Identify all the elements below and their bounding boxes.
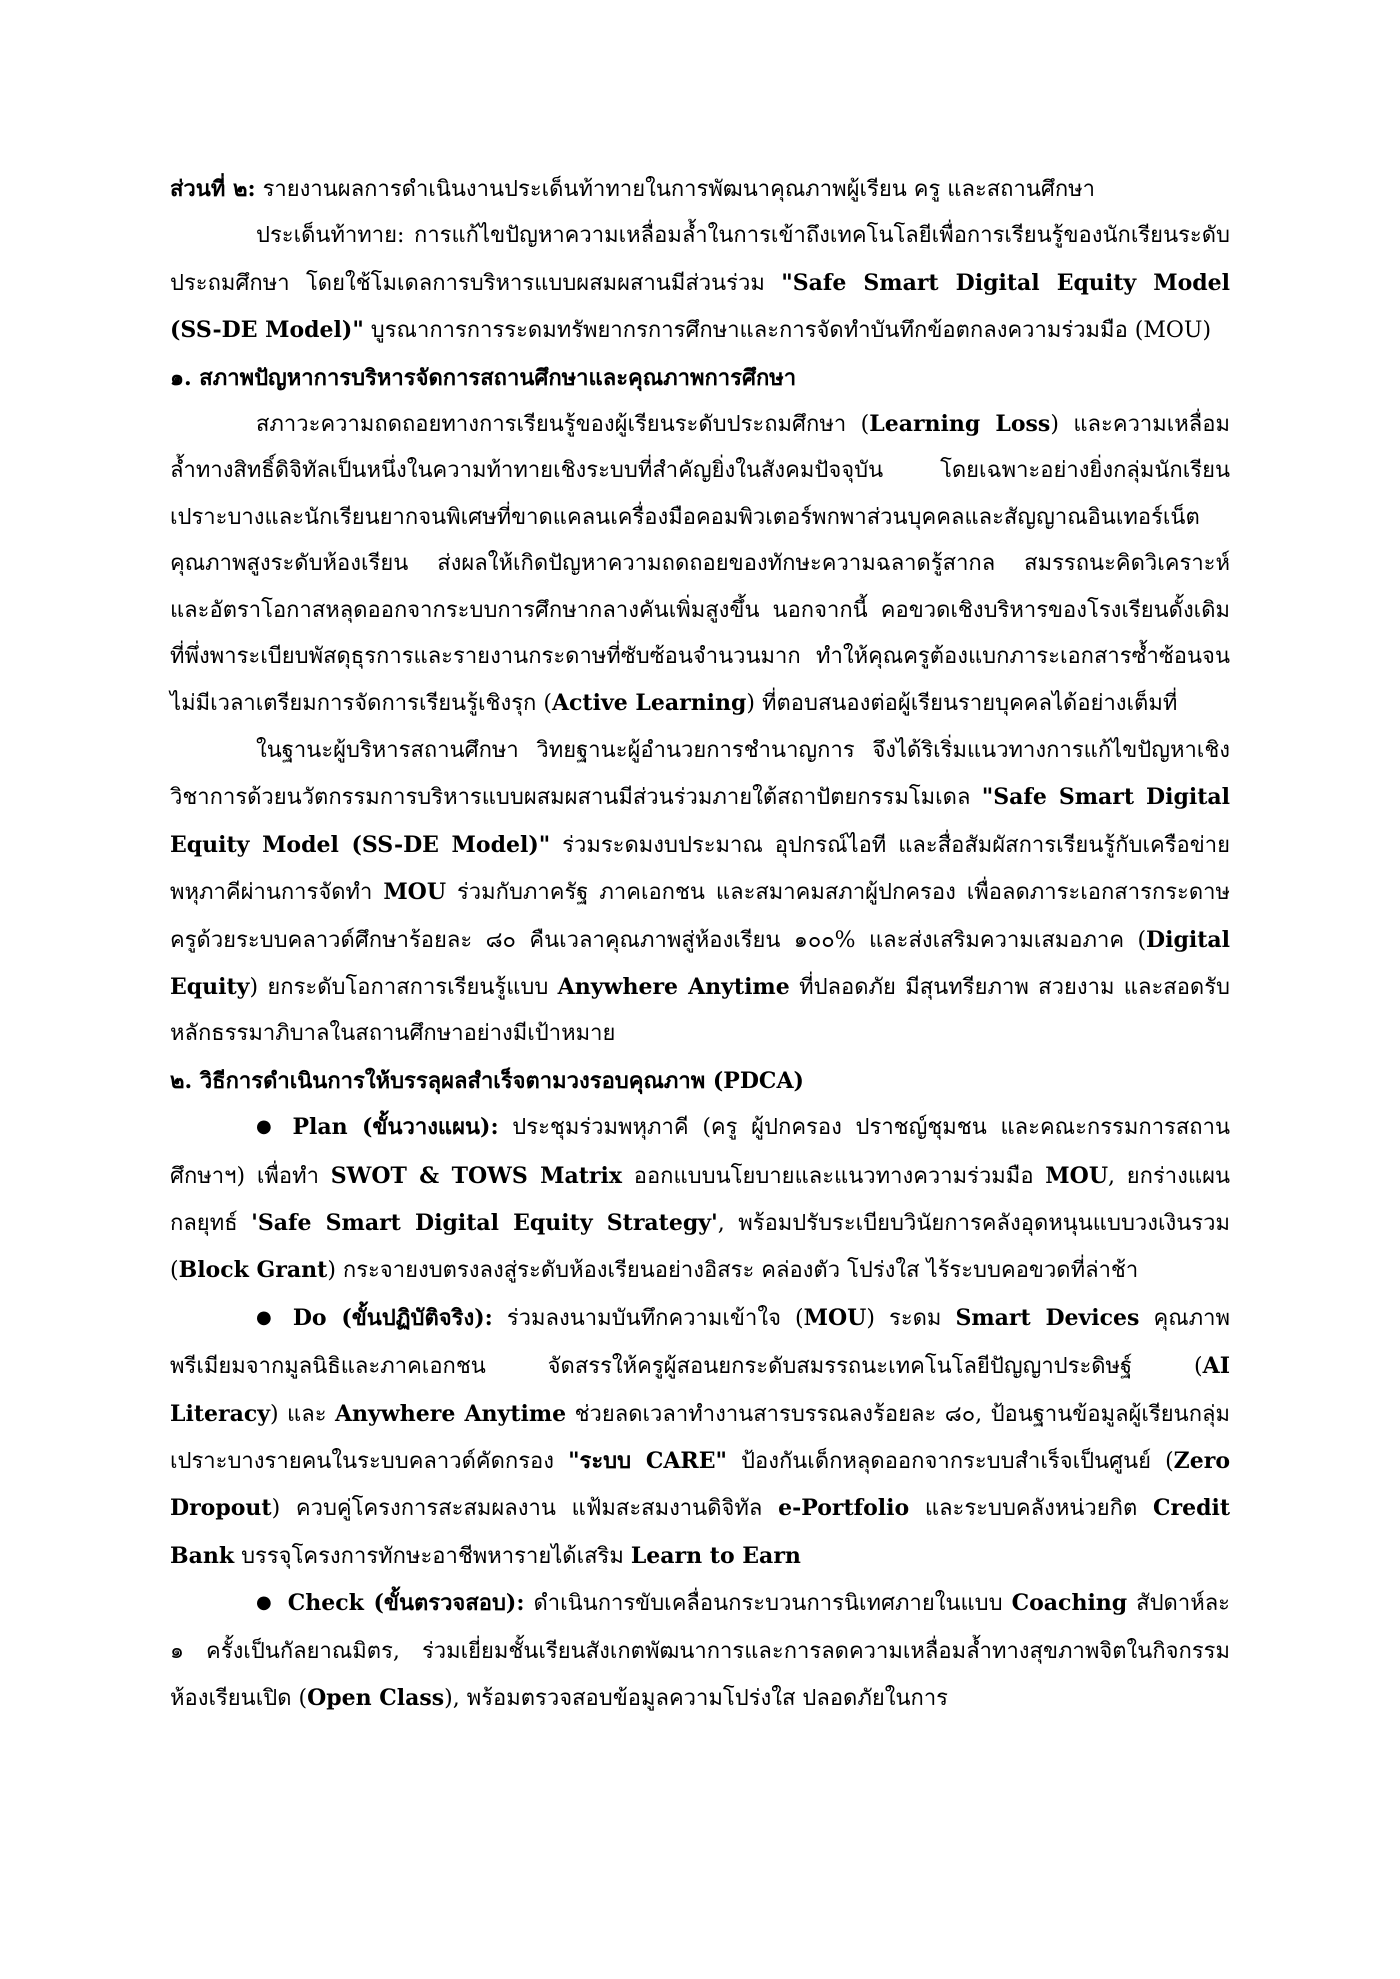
text-run: ), พร้อมตรวจสอบข้อมูลความโปร่งใส ปลอดภัยในการ	[444, 1686, 949, 1711]
challenge-model-name: "Safe Smart Digital Equity Model (SS-DE Model)"	[170, 269, 1230, 344]
check-label: Check (ขั้นตรวจสอบ):	[287, 1590, 525, 1617]
challenge-text-end: บูรณาการการระดมทรัพยากรการศึกษาและการจัดทำบันทึกข้อตกลงความร่วมมือ (MOU)	[363, 318, 1212, 344]
do-item	[170, 1295, 1230, 1580]
section1-paragraph-2	[170, 728, 1230, 1058]
plan-item	[170, 1104, 1230, 1295]
section1-paragraph-1	[170, 401, 1230, 728]
text-run: สภาวะความถดถอยทางการเรียนรู้ของผู้เรียนระดับประถมศึกษา (	[256, 412, 870, 438]
text-run: ) และ	[270, 1401, 335, 1427]
text-run: ออกแบบนโยบายและแนวทางความร่วมมือ	[621, 1163, 1046, 1189]
text-run: บรรจุโครงการทักษะอาชีพหารายได้เสริม	[234, 1543, 631, 1569]
term-swot: SWOT & TOWS Matrix	[330, 1162, 622, 1189]
term-digital-equity: Digital Equity	[170, 926, 1230, 1000]
text-run: ร่วมกับภาครัฐ ภาคเอกชน และสมาคมสภาผู้ปกครอง เพื่อลดภาระเอกสารกระดาษครูด้วยระบบคลาวด์ศึกษาร้อยละ ๘๐ คืนเวลาคุณภาพสู่ห้องเรียน ๑๐๐% และส่งเสริมความเสมอภาค (	[170, 880, 1230, 953]
check-item	[170, 1580, 1230, 1722]
term-smart-devices: Smart Devices	[955, 1304, 1140, 1331]
text-run: และระบบคลังหน่วยกิต	[909, 1496, 1154, 1522]
term-anywhere-anytime: Anywhere Anytime	[557, 973, 790, 1000]
part-title	[170, 166, 1230, 213]
section1-heading: ๑. สภาพปัญหาการบริหารจัดการสถานศึกษาและคุณภาพการศึกษา	[170, 364, 797, 391]
text-run: ) ควบคู่โครงการสะสมผลงาน แฟ้มสะสมงานดิจิทัล	[271, 1496, 779, 1522]
term-ai-literacy: AI Literacy	[170, 1353, 1230, 1427]
text-run: ที่ปลอดภัย มีสุนทรียภาพ สวยงาม และสอดรับหลักธรรมาภิบาลในสถานศึกษาอย่างมีเป้าหมาย	[170, 974, 1230, 1047]
term-zero-dropout: Zero Dropout	[170, 1447, 1230, 1522]
bullet-icon: ●	[256, 1306, 279, 1328]
term-coaching: Coaching	[1011, 1590, 1128, 1617]
term-learn-to-earn: Learn to Earn	[630, 1542, 801, 1569]
section2-heading: ๒. วิธีการดำเนินการให้บรรลุผลสำเร็จตามวงรอบคุณภาพ (PDCA)	[170, 1067, 804, 1094]
term-learning-loss: Learning Loss	[869, 411, 1051, 438]
term-open-class: Open Class	[307, 1685, 445, 1711]
term-credit-bank: Credit Bank	[170, 1495, 1231, 1569]
term-care-system: "ระบบ CARE"	[568, 1447, 727, 1474]
challenge-paragraph	[170, 213, 1230, 354]
bullet-icon: ●	[256, 1592, 274, 1614]
term-mou: MOU	[383, 879, 447, 906]
plan-label: Plan (ขั้นวางแผน):	[292, 1114, 499, 1141]
text-run: คุณภาพพรีเมียมจากมูลนิธิและภาคเอกชน จัดสรรให้ครูผู้สอนยกระดับสมรรถนะเทคโนโลยีปัญญาประดิษฐ์ (	[170, 1305, 1231, 1380]
part-title-text: รายงานผลการดำเนินงานประเด็นท้าทายในการพัฒนาคุณภาพผู้เรียน ครู และสถานศึกษา	[255, 177, 1096, 202]
text-run: ดำเนินการขับเคลื่อนกระบวนการนิเทศภายในแบบ	[524, 1591, 1012, 1617]
term-active-learning: Active Learning	[551, 690, 747, 717]
text-run: ) และความเหลื่อมล้ำทางสิทธิ์ดิจิทัลเป็นหนึ่งในความท้าทายเชิงระบบที่สำคัญยิ่งในสังคมปัจจุบัน โดยเฉพาะอย่างยิ่งกลุ่มนักเรียนเปราะบางและนักเรียนยากจนพิเศษที่ขาดแคลนเครื่องมือคอมพิวเตอร์พกพาส่วนบุคคลและสัญญาณอินเทอร์เน็ตคุณภาพสูงระดับห้องเรียน ส่งผลให้เกิดปัญหาความถดถอยของทักษะความฉลาดรู้สากล สมรรถนะคิดวิเคราะห์ และอัตราโอกาสหลุดออกจากระบบการศึกษากลางคันเพิ่มสูงขึ้น นอกจากนี้ คอขวดเชิงบริหารของโรงเรียนดั้งเดิมที่พึ่งพาระเบียบพัสดุธุรการและรายงานกระดาษที่ซับซ้อนจำนวนมาก ทำให้คุณครูต้องแบกภาระเอกสารซ้ำซ้อนจนไม่มีเวลาเตรียมการจัดการเรียนรู้เชิงรุก (	[170, 412, 1230, 717]
bullet-icon: ●	[256, 1116, 279, 1138]
part-label: ส่วนที่ ๒:	[170, 176, 256, 202]
term-mou: MOU	[803, 1304, 867, 1331]
text-run: ประชุมร่วมพหุภาคี (ครู ผู้ปกครอง ปราชญ์ชุมชน และคณะกรรมการสถานศึกษาฯ) เพื่อทำ	[170, 1115, 1230, 1189]
text-run: ร่วมระดมงบประมาณ อุปกรณ์ไอที และสื่อสัมผัสการเรียนรู้กับเครือข่ายพหุภาคีผ่านการจัดทำ	[170, 832, 1231, 906]
text-run: , ยกร่างแผนกลยุทธ์	[170, 1163, 1230, 1236]
text-run: ) ยกระดับโอกาสการเรียนรู้แบบ	[249, 974, 558, 1000]
document-page	[170, 166, 1230, 1722]
challenge-text: ประเด็นท้าทาย: การแก้ไขปัญหาความเหลื่อมล้ำในการเข้าถึงเทคโนโลยีเพื่อการเรียนรู้ของนักเรียนระดับประถมศึกษา โดยใช้โมเดลการบริหารแบบผสมผสานมีส่วนร่วม	[170, 223, 1230, 296]
term-mou: MOU	[1045, 1162, 1108, 1189]
text-run: ) กระจายงบตรงลงสู่ระดับห้องเรียนอย่างอิสระ คล่องตัว โปร่งใส ไร้ระบบคอขวดที่ล่าช้า	[327, 1258, 1139, 1284]
text-run: ) ที่ตอบสนองต่อผู้เรียนรายบุคคลได้อย่างเต็มที่	[746, 691, 1178, 717]
do-label: Do (ขั้นปฏิบัติจริง):	[292, 1304, 493, 1331]
text-run: สัปดาห์ละ ๑ ครั้งเป็นกัลยาณมิตร, ร่วมเยี่ยมชั้นเรียนสังเกตพัฒนาการและการลดความเหลื่อมล้ำทางสุขภาพจิตในกิจกรรมห้องเรียนเปิด (	[170, 1591, 1231, 1711]
text-run: , พร้อมปรับระเบียบวินัยการคลังอุดหนุนแบบวงเงินรวม (	[170, 1210, 1230, 1284]
text-run: ) ระดม	[866, 1305, 956, 1331]
term-model-name: "Safe Smart Digital Equity Model (SS-DE Model)"	[170, 784, 1230, 858]
text-run: ช่วยลดเวลาทำงานสารบรรณลงร้อยละ ๘๐, ป้อนฐานข้อมูลผู้เรียนกลุ่มเปราะบางรายคนในระบบคลาวด์คัดกรอง	[170, 1401, 1231, 1474]
text-run: ป้องกันเด็กหลุดออกจากระบบสำเร็จเป็นศูนย์ (	[726, 1448, 1174, 1474]
term-anywhere-anytime: Anywhere Anytime	[334, 1400, 567, 1427]
text-run: ในฐานะผู้บริหารสถานศึกษา วิทยฐานะผู้อำนวยการชำนาญการ จึงได้ริเริ่มแนวทางการแก้ไขปัญหาเชิงวิชาการด้วยนวัตกรรมการบริหารแบบผสมผสานมีส่วนร่วมภายใต้สถาปัตยกรรมโมเดล	[170, 737, 1230, 811]
term-block-grant: Block Grant	[178, 1257, 328, 1284]
term-e-portfolio: e-Portfolio	[778, 1495, 910, 1522]
term-strategy: 'Safe Smart Digital Equity Strategy'	[251, 1209, 718, 1236]
text-run: ร่วมลงนามบันทึกความเข้าใจ (	[492, 1305, 804, 1331]
